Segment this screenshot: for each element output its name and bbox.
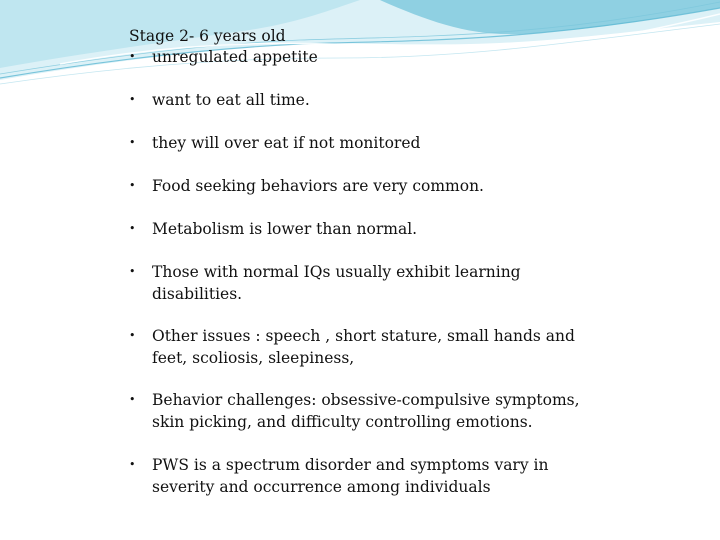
bullet-item [129, 46, 602, 68]
bullet-text: Those with normal IQs usually exhibit learning disabilities. [152, 263, 521, 303]
bullet-text: Behavior challenges: obsessive-compulsive symptoms, skin picking, and difficulty controlling emotions. [152, 391, 580, 431]
bullet-dot-icon: • [129, 393, 136, 406]
bullet-item [129, 132, 602, 154]
bullet-item [129, 89, 602, 111]
bullet-text: PWS is a spectrum disorder and symptoms vary in severity and occurrence among individuals [152, 456, 549, 496]
bullet-dot-icon: • [129, 136, 136, 149]
bullet-dot-icon: • [129, 329, 136, 342]
bullet-item [129, 454, 602, 498]
bullet-text: want to eat all time. [152, 91, 310, 109]
bullet-text: Other issues : speech , short stature, small hands and feet, scoliosis, sleepiness, [152, 327, 575, 367]
bullet-dot-icon: • [129, 458, 136, 471]
bullet-item [129, 218, 602, 240]
slide-content [129, 26, 689, 498]
bullet-list [129, 46, 689, 498]
bullet-text: Metabolism is lower than normal. [152, 220, 418, 238]
bullet-dot-icon: • [129, 265, 136, 278]
bullet-text: unregulated appetite [152, 48, 318, 66]
slide-title: Stage 2- 6 years old [129, 27, 286, 45]
bullet-item [129, 325, 602, 369]
bullet-item [129, 175, 602, 197]
bullet-item [129, 389, 602, 433]
bullet-dot-icon: • [129, 93, 136, 106]
bullet-dot-icon: • [129, 50, 136, 63]
bullet-text: Food seeking behaviors are very common. [152, 177, 484, 195]
bullet-item [129, 261, 602, 305]
bullet-dot-icon: • [129, 222, 136, 235]
bullet-text: they will over eat if not monitored [152, 134, 421, 152]
bullet-dot-icon: • [129, 179, 136, 192]
